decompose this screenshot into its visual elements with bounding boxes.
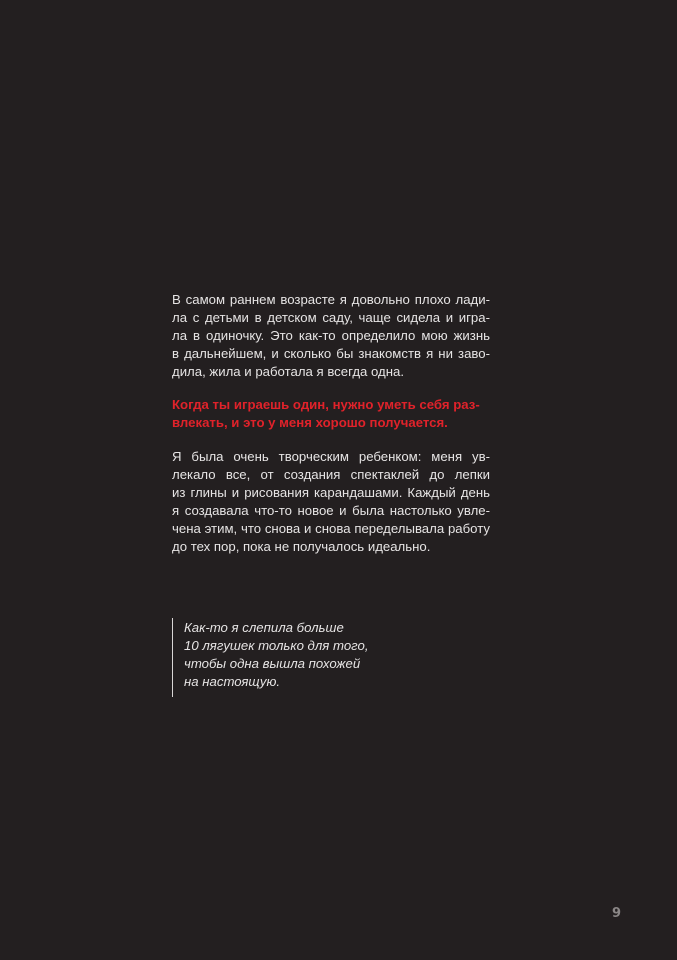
paragraph-childhood — [172, 291, 490, 381]
paragraph-creativity — [172, 448, 490, 556]
highlight-line: Когда ты играешь один, нужно уметь себя раз- — [172, 397, 480, 412]
pull-quote — [172, 618, 444, 697]
page-number: 9 — [611, 906, 621, 921]
text-line: В самом раннем возрасте я довольно плохо лади- — [172, 292, 490, 307]
quote-line: чтобы одна вышла похожей — [184, 656, 361, 671]
text-line: ла с детьми в детском саду, чаще сидела и игра- — [172, 310, 490, 325]
text-line: я создавала что-то новое и была настолько увле- — [172, 503, 490, 518]
text-line: чена этим, что снова и снова переделывала работу — [172, 521, 490, 536]
text-line: из глины и рисования карандашами. Каждый день — [172, 485, 490, 500]
text-line: в дальнейшем, и сколько бы знакомств я ни заво- — [172, 346, 490, 361]
text-line: дила, жила и работала я всегда одна. — [172, 364, 405, 379]
text-line: ла в одиночку. Это как-то определило мою жизнь — [172, 328, 490, 343]
quote-line: на настоящую. — [184, 674, 281, 689]
quote-line: Как-то я слепила больше — [184, 620, 344, 635]
quote-line: 10 лягушек только для того, — [184, 638, 369, 653]
highlight-statement — [172, 396, 490, 432]
highlight-line: влекать, и это у меня хорошо получается. — [172, 415, 448, 430]
text-line: Я была очень творческим ребенком: меня ув- — [172, 449, 490, 464]
text-line: лекало все, от создания спектаклей до лепки — [172, 467, 490, 482]
text-line: до тех пор, пока не получалось идеально. — [172, 539, 431, 554]
